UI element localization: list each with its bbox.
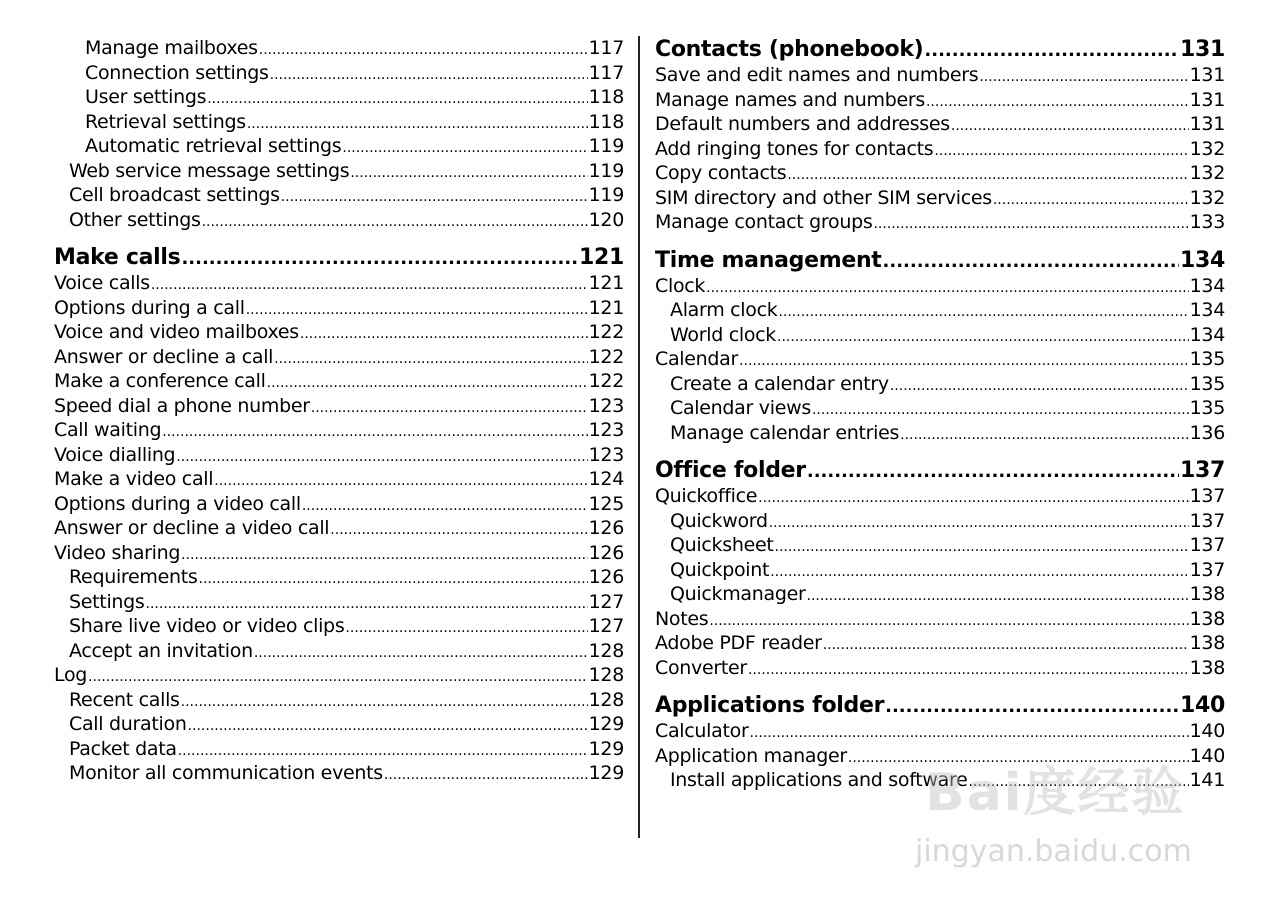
toc-page-number: 134 xyxy=(1189,299,1225,321)
toc-entry-title: Cell broadcast settings xyxy=(69,184,280,206)
toc-page-number: 119 xyxy=(588,135,624,157)
toc-page-number: 137 xyxy=(1189,485,1225,507)
toc-entry xyxy=(54,296,624,321)
toc-dot-leader xyxy=(342,134,587,161)
toc-entry-title: Quicksheet xyxy=(670,534,774,556)
toc-page-number: 138 xyxy=(1189,583,1225,605)
toc-dot-leader xyxy=(270,61,588,88)
toc-page-number: 132 xyxy=(1189,186,1225,209)
toc-entry-title: World clock xyxy=(670,323,776,346)
toc-dot-leader xyxy=(146,590,588,617)
toc-entry-title: Call waiting xyxy=(54,419,162,441)
toc-entry xyxy=(54,134,624,159)
toc-dot-leader xyxy=(199,565,588,592)
toc-entry-title: Alarm clock xyxy=(670,299,778,321)
toc-entry-title: Quickoffice xyxy=(655,485,758,507)
toc-page-number: 128 xyxy=(588,688,624,711)
toc-dot-leader xyxy=(384,761,588,788)
toc-entry xyxy=(655,421,1225,446)
toc-entry-title: Quickword xyxy=(670,509,768,532)
toc-entry-title: Automatic retrieval settings xyxy=(85,135,342,157)
toc-entry xyxy=(54,614,624,639)
toc-entry xyxy=(54,492,624,517)
toc-entry-title: Converter xyxy=(655,656,747,679)
toc-entry xyxy=(655,719,1225,744)
toc-section-heading xyxy=(655,36,1225,63)
toc-entry xyxy=(655,533,1225,558)
toc-page-number: 138 xyxy=(1189,656,1225,679)
toc-entry-title: Clock xyxy=(655,274,706,297)
toc-page-number: 122 xyxy=(588,370,624,392)
toc-dot-leader xyxy=(254,639,588,666)
toc-dot-leader xyxy=(181,541,587,568)
toc-entry-title: Calendar xyxy=(655,348,739,370)
toc-dot-leader xyxy=(709,607,1188,634)
toc-entry xyxy=(655,88,1225,113)
toc-dot-leader xyxy=(750,719,1189,746)
toc-dot-leader xyxy=(706,274,1189,301)
toc-dot-leader xyxy=(885,692,1179,720)
toc-entry-title: Create a calendar entry xyxy=(670,372,889,395)
toc-page-number: 131 xyxy=(1189,113,1225,135)
toc-dot-leader xyxy=(274,345,587,372)
toc-entry xyxy=(655,656,1225,681)
toc-entry-title: Contacts (phonebook) xyxy=(655,37,924,62)
toc-entry xyxy=(54,208,624,233)
toc-entry-title: Packet data xyxy=(69,737,177,760)
toc-entry xyxy=(54,688,624,713)
toc-entry xyxy=(655,768,1225,793)
toc-dot-leader xyxy=(823,631,1189,658)
toc-dot-leader xyxy=(968,768,1188,795)
watermark-logo: Bai度经验 xyxy=(925,763,1186,823)
toc-entry-title: Manage contact groups xyxy=(655,211,873,233)
toc-page-number: 138 xyxy=(1189,607,1225,630)
toc-page-number: 136 xyxy=(1189,421,1225,444)
toc-entry xyxy=(54,737,624,762)
toc-entry xyxy=(655,137,1225,162)
toc-entry-title: Options during a call xyxy=(54,296,245,319)
toc-entry-title: Install applications and software xyxy=(670,769,968,791)
toc-entry-title: User settings xyxy=(85,86,207,108)
toc-dot-leader xyxy=(807,457,1179,485)
toc-dot-leader xyxy=(979,63,1188,90)
toc-section-heading xyxy=(54,244,624,271)
toc-dot-leader xyxy=(300,320,588,347)
watermark-url: jingyan.baidu.com xyxy=(915,834,1192,869)
toc-dot-leader xyxy=(739,347,1189,374)
toc-entry-title: Make a video call xyxy=(54,468,214,490)
toc-entry xyxy=(655,607,1225,632)
toc-entry-title: Voice dialling xyxy=(54,443,176,466)
toc-entry xyxy=(54,639,624,664)
toc-page-number: 125 xyxy=(588,492,624,515)
toc-section-heading xyxy=(655,247,1225,274)
toc-entry xyxy=(655,509,1225,534)
toc-entry-title: Answer or decline a call xyxy=(54,345,274,368)
toc-entry xyxy=(655,274,1225,299)
toc-entry xyxy=(655,186,1225,211)
toc-page-number: 122 xyxy=(588,321,624,343)
toc-page-number: 118 xyxy=(588,86,624,108)
toc-dot-leader xyxy=(770,558,1188,585)
toc-dot-leader xyxy=(151,271,588,298)
toc-entry xyxy=(655,161,1225,186)
toc-dot-leader xyxy=(202,208,588,235)
toc-dot-leader xyxy=(924,36,1179,64)
toc-dot-leader xyxy=(181,688,588,715)
toc-dot-leader xyxy=(88,663,588,690)
toc-entry-title: Connection settings xyxy=(85,61,269,84)
toc-entry xyxy=(54,345,624,370)
toc-page-number: 140 xyxy=(1179,693,1225,718)
toc-dot-leader xyxy=(350,159,587,186)
toc-page-number: 118 xyxy=(588,110,624,133)
toc-entry xyxy=(54,394,624,419)
toc-entry-title: Speed dial a phone number xyxy=(54,394,310,417)
toc-entry-title: Application manager xyxy=(655,744,847,767)
toc-entry-title: Accept an invitation xyxy=(69,639,253,662)
toc-dot-leader xyxy=(246,296,588,323)
toc-entry xyxy=(655,347,1225,372)
toc-page-number: 134 xyxy=(1189,274,1225,297)
toc-page-number: 124 xyxy=(588,468,624,490)
toc-entry-title: Adobe PDF reader xyxy=(655,632,822,654)
toc-dot-leader xyxy=(188,712,588,739)
toc-page-number: 117 xyxy=(588,37,624,59)
toc-dot-leader xyxy=(178,737,588,764)
toc-entry-title: Retrieval settings xyxy=(85,110,246,133)
toc-entry-title: Call duration xyxy=(69,713,187,735)
toc-page-number: 129 xyxy=(588,713,624,735)
toc-dot-leader xyxy=(247,110,588,137)
toc-page-number: 123 xyxy=(588,394,624,417)
toc-entry-title: Other settings xyxy=(69,208,201,231)
toc-entry xyxy=(655,210,1225,235)
toc-entry xyxy=(54,61,624,86)
toc-entry-title: Web service message settings xyxy=(69,159,350,182)
toc-entry xyxy=(54,590,624,615)
toc-entry xyxy=(655,372,1225,397)
toc-page-number: 131 xyxy=(1189,88,1225,111)
toc-entry xyxy=(54,443,624,468)
toc-dot-leader xyxy=(926,88,1189,115)
toc-page-number: 134 xyxy=(1179,247,1225,273)
toc-entry xyxy=(54,418,624,443)
toc-entry xyxy=(655,631,1225,656)
toc-page-number: 141 xyxy=(1189,769,1225,791)
toc-page-number: 140 xyxy=(1189,720,1225,742)
toc-page-number: 140 xyxy=(1189,744,1225,767)
toc-page-number: 123 xyxy=(588,419,624,441)
toc-page-number: 137 xyxy=(1189,534,1225,556)
toc-entry-title: Make calls xyxy=(54,245,181,270)
toc-dot-leader xyxy=(951,112,1189,139)
toc-dot-leader xyxy=(214,467,587,494)
toc-page-number: 135 xyxy=(1189,397,1225,419)
toc-page-number: 129 xyxy=(588,762,624,784)
toc-dot-leader xyxy=(883,247,1179,275)
toc-entry xyxy=(54,663,624,688)
toc-dot-leader xyxy=(330,516,587,543)
toc-page-number: 123 xyxy=(588,443,624,466)
toc-page-number: 127 xyxy=(588,590,624,613)
toc-page-number: 122 xyxy=(588,345,624,368)
toc-entry xyxy=(655,63,1225,88)
toc-entry-title: Log xyxy=(54,664,88,686)
toc-entry xyxy=(54,110,624,135)
toc-entry xyxy=(655,323,1225,348)
toc-page-number: 121 xyxy=(578,245,624,270)
toc-dot-leader xyxy=(769,509,1189,536)
toc-page-number: 138 xyxy=(1189,632,1225,654)
toc-right-column xyxy=(655,36,1225,793)
toc-page-number: 134 xyxy=(1189,323,1225,346)
toc-dot-leader xyxy=(890,372,1189,399)
toc-entry-title: Time management xyxy=(655,247,882,273)
toc-dot-leader xyxy=(993,186,1189,213)
toc-entry-title: Voice calls xyxy=(54,272,150,294)
toc-entry-title: Recent calls xyxy=(69,688,180,711)
toc-entry xyxy=(54,36,624,61)
column-divider xyxy=(638,36,640,838)
toc-entry-title: SIM directory and other SIM services xyxy=(655,186,992,209)
toc-entry-title: Share live video or video clips xyxy=(69,615,345,637)
toc-entry xyxy=(655,396,1225,421)
toc-section-heading xyxy=(655,457,1225,484)
toc-section-heading xyxy=(655,692,1225,719)
toc-dot-leader xyxy=(302,492,588,519)
toc-entry-title: Requirements xyxy=(69,566,198,588)
toc-page-number: 119 xyxy=(588,184,624,206)
toc-entry xyxy=(655,582,1225,607)
toc-dot-leader xyxy=(345,614,587,641)
toc-entry-title: Calendar views xyxy=(670,397,811,419)
toc-dot-leader xyxy=(207,85,587,112)
toc-dot-leader xyxy=(162,418,587,445)
toc-page-number: 135 xyxy=(1189,372,1225,395)
toc-dot-leader xyxy=(311,394,588,421)
toc-page-number: 128 xyxy=(588,639,624,662)
toc-entry xyxy=(54,320,624,345)
toc-entry-title: Office folder xyxy=(655,458,806,483)
toc-dot-leader xyxy=(775,533,1189,560)
toc-dot-leader xyxy=(181,244,578,272)
toc-entry-title: Quickmanager xyxy=(670,583,806,605)
toc-entry-title: Default numbers and addresses xyxy=(655,113,950,135)
toc-page-number: 117 xyxy=(588,61,624,84)
toc-entry-title: Manage calendar entries xyxy=(670,421,900,444)
toc-entry-title: Options during a video call xyxy=(54,492,301,515)
toc-page-number: 127 xyxy=(588,615,624,637)
toc-entry-title: Notes xyxy=(655,607,709,630)
toc-entry xyxy=(655,744,1225,769)
toc-page-number: 132 xyxy=(1189,137,1225,160)
toc-entry-title: Video sharing xyxy=(54,541,181,564)
toc-page-number: 137 xyxy=(1189,509,1225,532)
toc-page-number: 137 xyxy=(1189,558,1225,581)
toc-entry xyxy=(655,558,1225,583)
toc-dot-leader xyxy=(787,161,1188,188)
toc-entry-title: Save and edit names and numbers xyxy=(655,64,979,86)
toc-entry-title: Calculator xyxy=(655,720,749,742)
toc-page-number: 128 xyxy=(588,664,624,686)
toc-page-number: 133 xyxy=(1189,211,1225,233)
toc-entry xyxy=(655,484,1225,509)
toc-entry xyxy=(54,565,624,590)
toc-entry-title: Quickpoint xyxy=(670,558,770,581)
toc-entry-title: Monitor all communication events xyxy=(69,762,383,784)
toc-entry xyxy=(54,369,624,394)
toc-entry xyxy=(54,761,624,786)
toc-entry xyxy=(54,159,624,184)
toc-page-number: 135 xyxy=(1189,348,1225,370)
toc-page-number: 120 xyxy=(588,208,624,231)
toc-dot-leader xyxy=(873,210,1188,237)
toc-page-number: 131 xyxy=(1189,64,1225,86)
toc-page-number: 131 xyxy=(1179,37,1225,62)
toc-page-number: 126 xyxy=(588,541,624,564)
toc-entry-title: Answer or decline a video call xyxy=(54,517,330,539)
toc-page-number: 126 xyxy=(588,517,624,539)
toc-left-column xyxy=(54,36,624,786)
toc-dot-leader xyxy=(778,298,1188,325)
toc-entry xyxy=(54,712,624,737)
toc-dot-leader xyxy=(259,36,588,63)
toc-entry-title: Manage mailboxes xyxy=(85,37,258,59)
toc-entry-title: Voice and video mailboxes xyxy=(54,321,299,343)
toc-dot-leader xyxy=(267,369,588,396)
toc-page-number: 129 xyxy=(588,737,624,760)
toc-entry-title: Make a conference call xyxy=(54,370,266,392)
toc-dot-leader xyxy=(758,484,1188,511)
toc-dot-leader xyxy=(812,396,1189,423)
toc-page-number: 126 xyxy=(588,566,624,588)
toc-entry xyxy=(54,271,624,296)
toc-page-number: 132 xyxy=(1189,162,1225,184)
toc-entry xyxy=(54,85,624,110)
toc-dot-leader xyxy=(748,656,1189,683)
toc-entry-title: Manage names and numbers xyxy=(655,88,925,111)
toc-page-number: 119 xyxy=(588,159,624,182)
toc-entry-title: Applications folder xyxy=(655,693,885,718)
toc-entry xyxy=(655,298,1225,323)
toc-entry xyxy=(54,541,624,566)
toc-page-number: 137 xyxy=(1179,458,1225,483)
toc-dot-leader xyxy=(848,744,1189,771)
toc-dot-leader xyxy=(934,137,1188,164)
toc-page-number: 121 xyxy=(588,272,624,294)
toc-dot-leader xyxy=(777,323,1189,350)
toc-entry xyxy=(54,516,624,541)
toc-dot-leader xyxy=(900,421,1188,448)
toc-entry xyxy=(54,183,624,208)
toc-dot-leader xyxy=(281,183,588,210)
toc-page-number: 121 xyxy=(588,296,624,319)
toc-entry xyxy=(655,112,1225,137)
toc-entry-title: Settings xyxy=(69,590,145,613)
toc-dot-leader xyxy=(807,582,1189,609)
toc-entry-title: Copy contacts xyxy=(655,162,787,184)
toc-entry-title: Add ringing tones for contacts xyxy=(655,137,934,160)
toc-entry xyxy=(54,467,624,492)
toc-dot-leader xyxy=(176,443,587,470)
